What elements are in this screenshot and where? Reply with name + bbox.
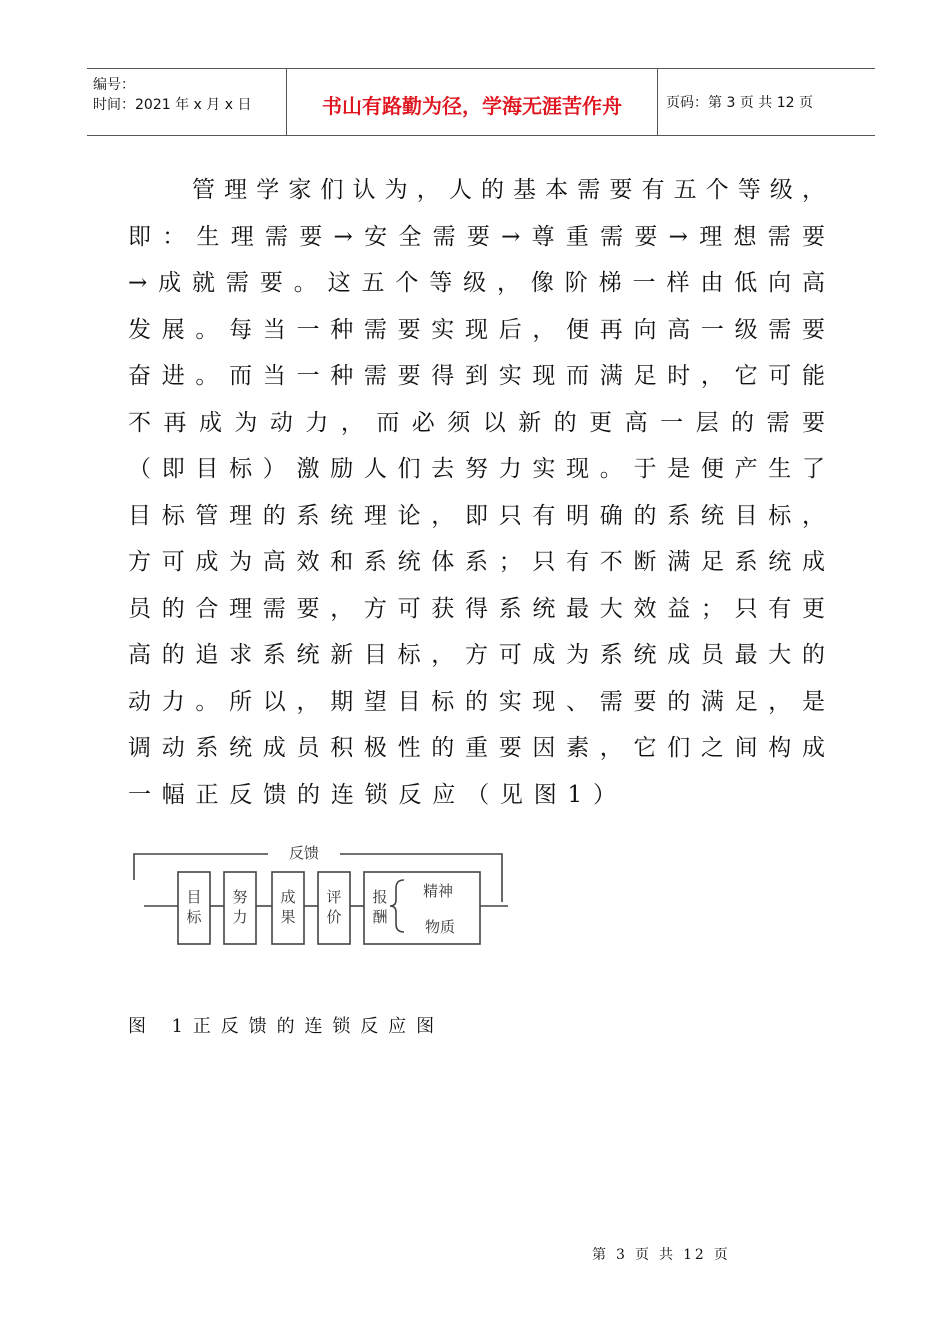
box-result-text: 果 <box>280 908 296 926</box>
paragraph-line: 目标管理的系统理论，即只有明确的系统目标， <box>128 502 825 529</box>
box-evaluation-text: 价 <box>326 908 342 926</box>
box-goal-text: 标 <box>186 908 202 926</box>
feedback-label: 反馈 <box>288 844 320 862</box>
paragraph-line: 奋进。而当一种需要得到实现而满足时，它可能 <box>128 363 825 389</box>
reward-brace <box>390 880 404 932</box>
figure-caption: 图 1正反馈的连锁反应图 <box>128 1016 444 1037</box>
paragraph-line: 动力。所以，期望目标的实现、需要的满足，是 <box>128 688 825 715</box>
box-effort-text: 力 <box>232 908 248 926</box>
feedback-chain-diagram <box>128 840 518 952</box>
page-header <box>87 68 875 136</box>
box-reward-text: 酬 <box>372 908 388 926</box>
paragraph-line: 管理学家们认为，人的基本需要有五个等级， <box>192 177 825 203</box>
paragraph-line: →成就需要。这五个等级，像阶梯一样由低向高 <box>128 270 825 296</box>
document-number-label: 编号： <box>93 77 135 93</box>
paragraph-line: 一幅正反馈的连锁反应（见图1） <box>128 781 627 808</box>
header-meta <box>87 69 287 135</box>
paragraph-line: 高的追求系统新目标，方可成为系统成员最大的 <box>128 642 825 668</box>
box-goal-text: 目 <box>186 888 202 906</box>
reward-material-text: 物质 <box>424 918 456 936</box>
page-footer: 第 3 页 共 12 页 <box>592 1247 731 1263</box>
header-motto: 书山有路勤为径，学海无涯苦作舟 <box>287 69 658 135</box>
box-effort-text: 努 <box>232 888 248 906</box>
document-time-label: 时间：2021 年 x 月 x 日 <box>93 97 252 113</box>
box-evaluation-text: 评 <box>326 888 342 906</box>
body-paragraph <box>128 167 825 818</box>
reward-spirit-text: 精神 <box>422 882 454 900</box>
feedback-loop-line <box>134 854 268 880</box>
paragraph-line: 方可成为高效和系统体系；只有不断满足系统成 <box>128 549 825 575</box>
box-reward-text: 报 <box>372 888 388 906</box>
paragraph-line: （即目标）激励人们去努力实现。于是便产生了 <box>128 456 825 482</box>
paragraph-line: 不再成为动力，而必须以新的更高一层的需要 <box>128 409 825 436</box>
paragraph-line: 调动系统成员积极性的重要因素，它们之间构成 <box>128 735 825 761</box>
box-result-text: 成 <box>280 888 296 906</box>
header-page-info: 页码：第 3 页 共 12 页 <box>666 95 813 111</box>
paragraph-line: 即：生理需要→安全需要→尊重需要→理想需要 <box>128 223 825 250</box>
paragraph-line: 员的合理需要，方可获得系统最大效益；只有更 <box>128 595 825 622</box>
paragraph-line: 发展。每当一种需要实现后，便再向高一级需要 <box>128 316 825 343</box>
